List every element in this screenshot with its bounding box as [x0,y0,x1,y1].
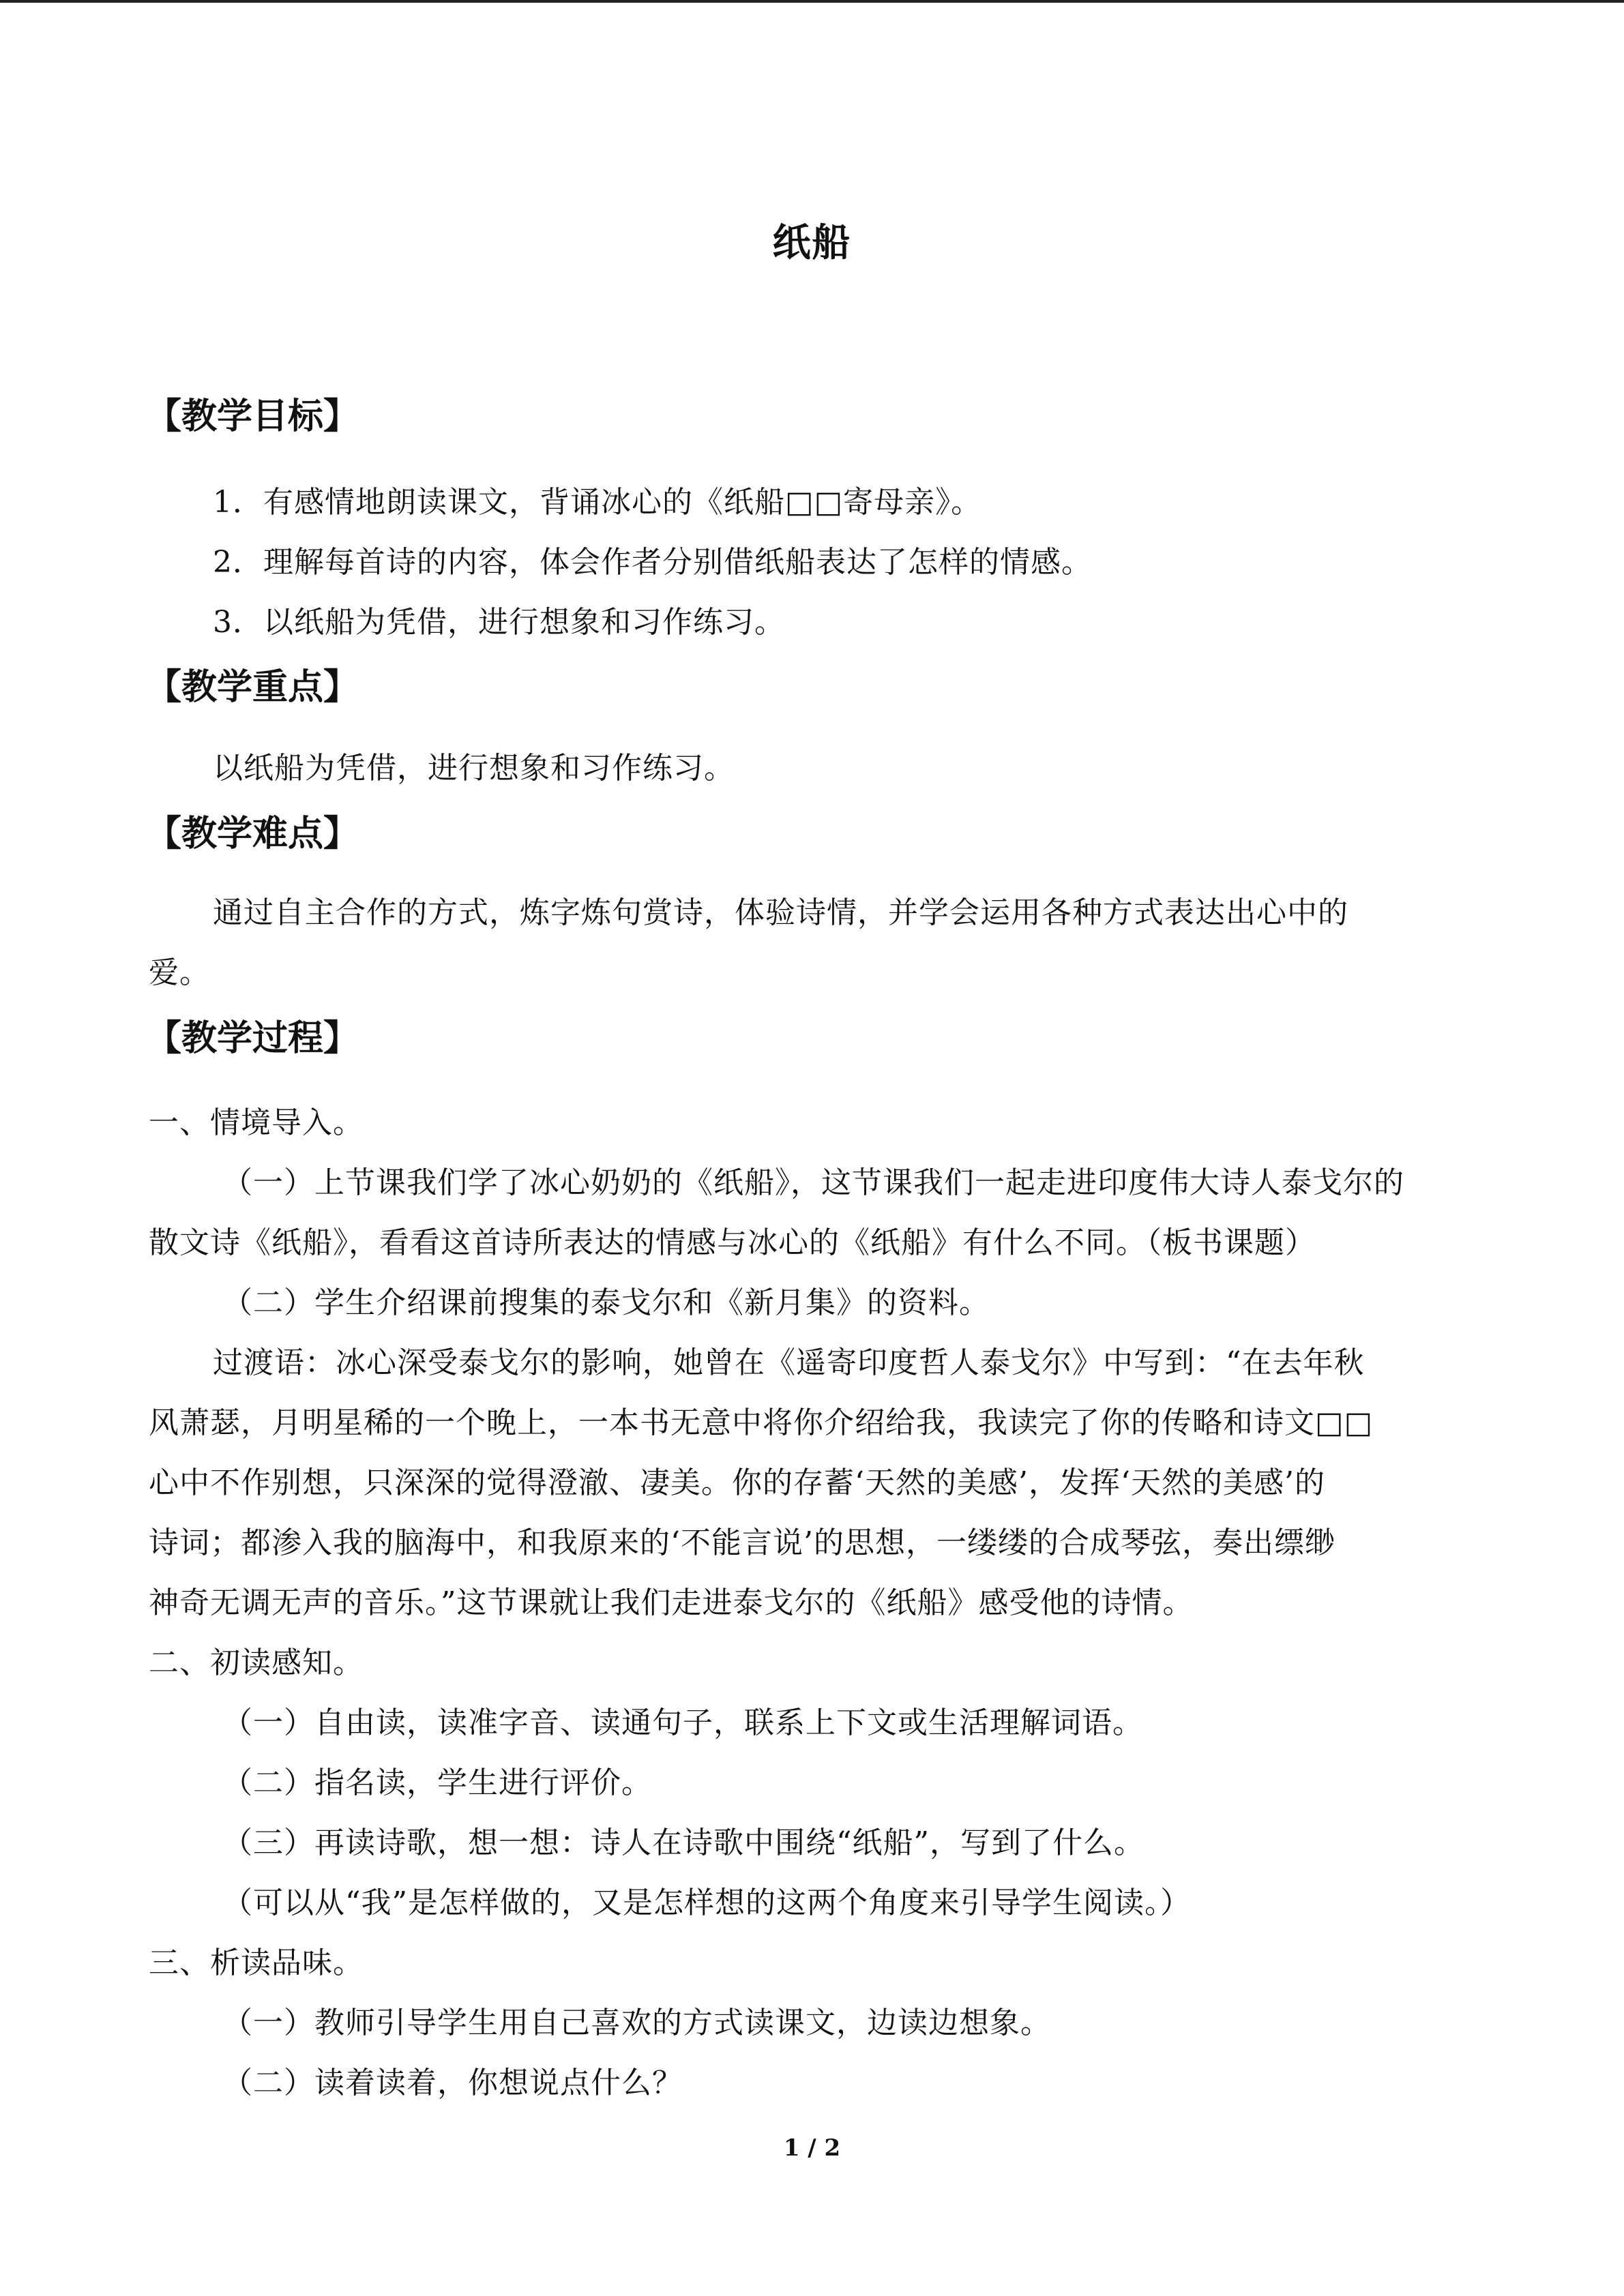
objective-item-2: 2．理解每首诗的内容，体会作者分别借纸船表达了怎样的情感。 [213,545,1092,580]
section-2-item-2: （二）指名读，学生进行评价。 [222,1765,652,1800]
section-2-item-3: （三）再读诗歌，想一想：诗人在诗歌中围绕“纸船”，写到了什么。 [222,1825,1145,1860]
section-2-item-1: （一）自由读，读准字音、读通句子，联系上下文或生活理解词语。 [222,1705,1143,1740]
section-1-title: 一、情境导入。 [149,1105,364,1140]
section-1-para-3-line-3: 心中不作别想，只深深的觉得澄澈、凄美。你的存蓄‘天然的美感’，发挥‘天然的美感’的 [149,1465,1325,1500]
section-3-item-2: （二）读着读着，你想说点什么？ [222,2066,683,2100]
objective-item-1: 1．有感情地朗读课文，背诵冰心的《纸船□□寄母亲》。 [213,485,982,520]
section-2-title: 二、初读感知。 [149,1645,364,1680]
section-3-title: 三、析读品味。 [149,1945,364,1980]
process-heading: 【教学过程】 [146,1017,359,1059]
difficulties-line-2: 爱。 [149,955,210,990]
difficulties-heading: 【教学难点】 [146,813,359,854]
document-title: 纸船 [772,220,852,265]
section-2-item-4: （可以从“我”是怎样做的，又是怎样想的这两个角度来引导学生阅读。） [222,1885,1191,1920]
key-points-heading: 【教学重点】 [146,666,359,708]
page-number: 1 / 2 [783,2134,841,2162]
section-3-item-1: （一）教师引导学生用自己喜欢的方式读课文，边读边想象。 [222,2006,1051,2040]
section-1-para-3-line-5: 神奇无调无声的音乐。”这节课就让我们走进泰戈尔的《纸船》感受他的诗情。 [149,1585,1194,1620]
objective-item-3: 3．以纸船为凭借，进行想象和习作练习。 [213,605,785,640]
section-1-para-3-line-1: 过渡语：冰心深受泰戈尔的影响，她曾在《遥寄印度哲人泰戈尔》中写到：“在去年秋 [213,1345,1365,1380]
section-1-para-1-line-1: （一）上节课我们学了冰心奶奶的《纸船》，这节课我们一起走进印度伟大诗人泰戈尔的 [222,1165,1404,1200]
key-points-text: 以纸船为凭借，进行想象和习作练习。 [213,751,735,786]
section-1-para-1-line-2: 散文诗《纸船》，看看这首诗所表达的情感与冰心的《纸船》有什么不同。（板书课题） [149,1225,1316,1260]
section-1-para-2: （二）学生介绍课前搜集的泰戈尔和《新月集》的资料。 [222,1285,990,1320]
section-1-para-3-line-2: 风萧瑟，月明星稀的一个晚上，一本书无意中将你介绍给我，我读完了你的传略和诗文□□ [149,1405,1374,1440]
section-1-para-3-line-4: 诗词；都渗入我的脑海中，和我原来的‘不能言说’的思想，一缕缕的合成琴弦，奏出缥缈 [149,1525,1335,1560]
difficulties-line-1: 通过自主合作的方式，炼字炼句赏诗，体验诗情，并学会运用各种方式表达出心中的 [213,895,1348,930]
objectives-heading: 【教学目标】 [146,396,359,437]
